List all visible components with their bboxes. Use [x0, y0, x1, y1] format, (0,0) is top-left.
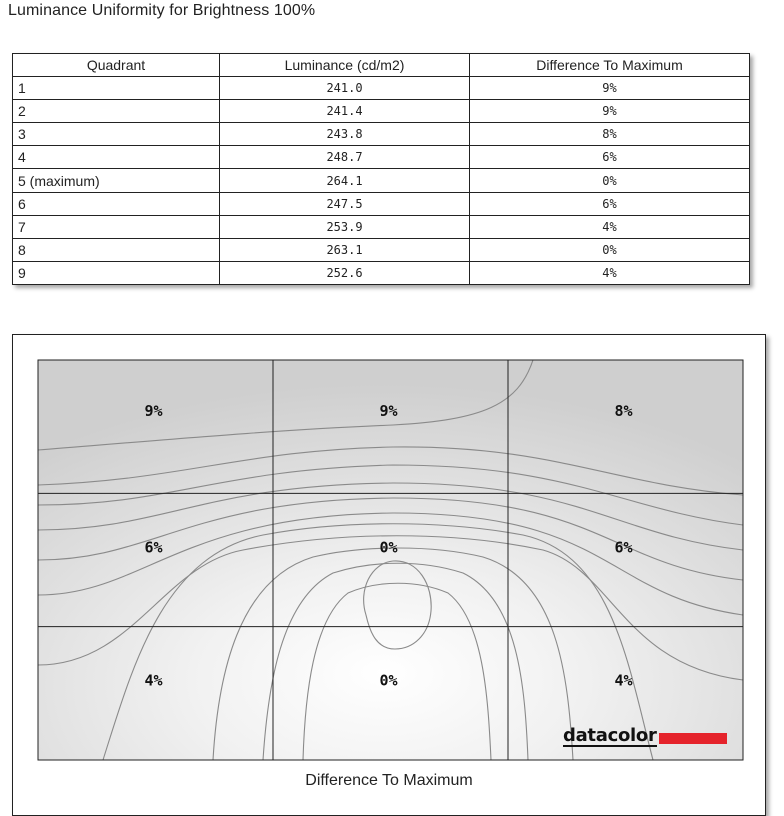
table-row: [13, 238, 750, 261]
quadrant-cell: 1: [13, 77, 220, 100]
page-title: Luminance Uniformity for Brightness 100%: [8, 2, 316, 19]
difference-cell: 8%: [470, 123, 750, 146]
difference-cell: 0%: [470, 238, 750, 261]
difference-cell: 4%: [470, 261, 750, 284]
quadrant-cell: 9: [13, 261, 220, 284]
luminance-cell: 253.9: [220, 215, 470, 238]
heatmap-cell-label: 9%: [379, 402, 398, 420]
luminance-cell: 241.0: [220, 77, 470, 100]
heatmap-cell-label: 9%: [144, 402, 163, 420]
luminance-cell: 264.1: [220, 169, 470, 192]
table-row: [13, 192, 750, 215]
table-row: [13, 169, 750, 192]
quadrant-cell: 2: [13, 100, 220, 123]
table-row: [13, 100, 750, 123]
luminance-cell: 243.8: [220, 123, 470, 146]
table-row: [13, 215, 750, 238]
header-quadrant: Quadrant: [13, 54, 220, 77]
quadrant-cell: 5 (maximum): [13, 169, 220, 192]
uniformity-chart-panel: [12, 334, 766, 816]
heatmap-cell-label: 4%: [144, 671, 163, 690]
heatmap-cell-label: 6%: [614, 538, 633, 557]
uniformity-table-wrapper: [12, 53, 750, 285]
table-header-row: [13, 54, 750, 77]
heatmap-cell-label: 0%: [379, 671, 398, 690]
luminance-cell: 252.6: [220, 261, 470, 284]
heatmap-cell-label: 4%: [614, 671, 633, 690]
table-row: [13, 123, 750, 146]
difference-cell: 6%: [470, 146, 750, 169]
brand-red-bar: [659, 733, 727, 744]
heatmap-cell-label: 0%: [379, 538, 398, 557]
difference-cell: 0%: [470, 169, 750, 192]
table-row: [13, 146, 750, 169]
heatmap-cell-label: 6%: [144, 538, 163, 557]
luminance-cell: 241.4: [220, 100, 470, 123]
table-row: [13, 77, 750, 100]
uniformity-table: [12, 53, 750, 285]
luminance-cell: 248.7: [220, 146, 470, 169]
difference-cell: 9%: [470, 77, 750, 100]
difference-cell: 6%: [470, 192, 750, 215]
quadrant-cell: 7: [13, 215, 220, 238]
quadrant-cell: 8: [13, 238, 220, 261]
quadrant-cell: 4: [13, 146, 220, 169]
header-luminance: Luminance (cd/m2): [220, 54, 470, 77]
difference-cell: 9%: [470, 100, 750, 123]
table-row: [13, 261, 750, 284]
heatmap-cell-label: 8%: [614, 402, 633, 420]
chart-x-axis-label: Difference To Maximum: [305, 772, 473, 789]
quadrant-cell: 6: [13, 192, 220, 215]
difference-cell: 4%: [470, 215, 750, 238]
luminance-field: [38, 360, 743, 760]
brand-wordmark: datacolor: [563, 725, 657, 746]
datacolor-logo: [563, 725, 727, 747]
quadrant-cell: 3: [13, 123, 220, 146]
header-difference: Difference To Maximum: [470, 54, 750, 77]
luminance-cell: 263.1: [220, 238, 470, 261]
luminance-cell: 247.5: [220, 192, 470, 215]
